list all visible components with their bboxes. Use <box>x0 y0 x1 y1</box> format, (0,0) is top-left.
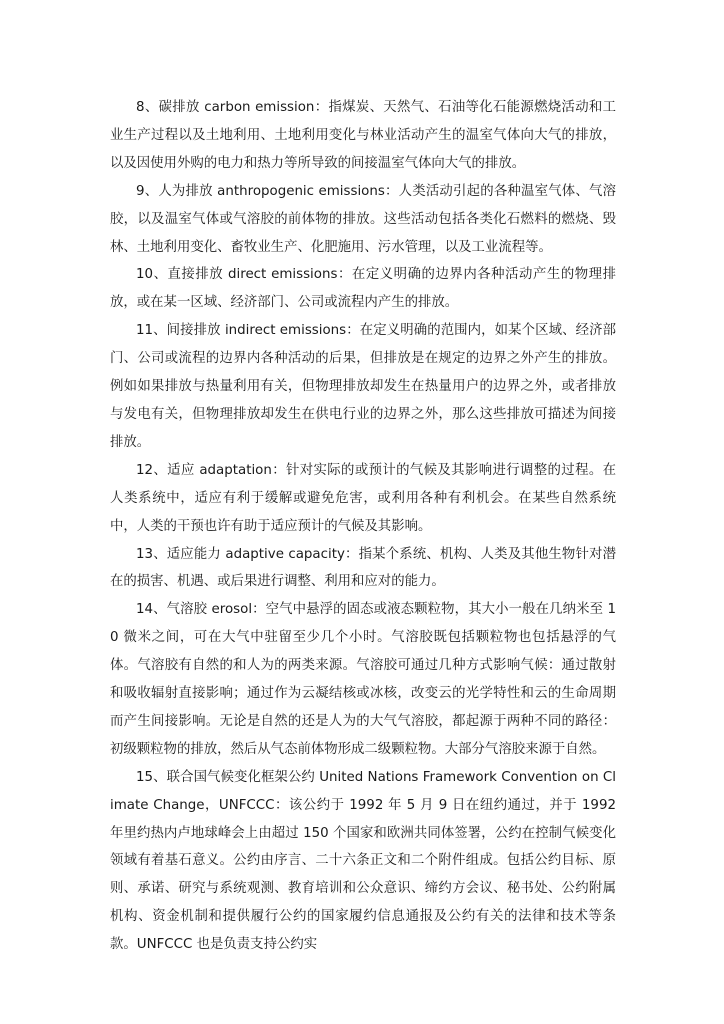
document-body <box>110 94 616 959</box>
definition-paragraph-unfccc: 15、联合国气候变化框架公约 United Nations Framework Convention on Climate Change，UNFCCC：该公约于 1992 年 5 月 9 日在纽约通过，并于 1992 年里约热内卢地球峰会上由超过 150 个国家和欧洲共同体签署，公约在控制气候变化领域有着基石意义。公约由序言、二十六条正文和二个附件组成。包括公约目标、原则、承诺、研究与系统观测、教育培训和公众意识、缔约方会议、秘书处、公约附属机构、资金机制和提供履行公约的国家履约信息通报及公约有关的法律和技术等条款。UNFCCC 也是负责支持公约实 <box>110 769 616 953</box>
definition-paragraph-adaptation: 12、适应 adaptation：针对实际的或预计的气候及其影响进行调整的过程。在人类系统中，适应有利于缓解或避免危害，或利用各种有利机会。在某些自然系统中，人类的干预也许有助于适应预计的气候及其影响。 <box>110 462 616 534</box>
definition-paragraph-indirect-emissions: 11、间接排放 indirect emissions：在定义明确的范围内，如某个区域、经济部门、公司或流程的边界内各种活动的后果，但排放是在规定的边界之外产生的排放。例如如果排放与热量利用有关，但物理排放却发生在热量用户的边界之外，或者排放与发电有关，但物理排放却发生在供电行业的边界之外，那么这些排放可描述为间接排放。 <box>110 323 616 450</box>
definition-paragraph-carbon-emission: 8、碳排放 carbon emission：指煤炭、天然气、石油等化石能源燃烧活动和工业生产过程以及土地利用、土地利用变化与林业活动产生的温室气体向大气的排放，以及因使用外购的电力和热力等所导致的间接温室气体向大气的排放。 <box>110 100 616 171</box>
definition-paragraph-aerosol: 14、气溶胶 erosol：空气中悬浮的固态或液态颗粒物，其大小一般在几纳米至 10 微米之间，可在大气中驻留至少几个小时。气溶胶既包括颗粒物也包括悬浮的气体。气溶胶有自然的和人为的两类来源。气溶胶可通过几种方式影响气候：通过散射和吸收辐射直接影响；通过作为云凝结核或冰核，改变云的光学特性和云的生命周期而产生间接影响。无论是自然的还是人为的大气气溶胶，都起源于两种不同的路径：初级颗粒物的排放，然后从气态前体物形成二级颗粒物。大部分气溶胶来源于自然。 <box>110 602 616 757</box>
definition-paragraph-adaptive-capacity: 13、适应能力 adaptive capacity：指某个系统、机构、人类及其他生物针对潜在的损害、机遇、或后果进行调整、利用和应对的能力。 <box>110 546 616 590</box>
definition-paragraph-direct-emissions: 10、直接排放 direct emissions：在定义明确的边界内各种活动产生的物理排放，或在某一区域、经济部门、公司或流程内产生的排放。 <box>110 267 616 311</box>
definition-paragraph-anthropogenic-emissions: 9、人为排放 anthropogenic emissions：人类活动引起的各种温室气体、气溶胶，以及温室气体或气溶胶的前体物的排放。这些活动包括各类化石燃料的燃烧、毁林、土地利用变化、畜牧业生产、化肥施用、污水管理，以及工业流程等。 <box>110 183 616 255</box>
